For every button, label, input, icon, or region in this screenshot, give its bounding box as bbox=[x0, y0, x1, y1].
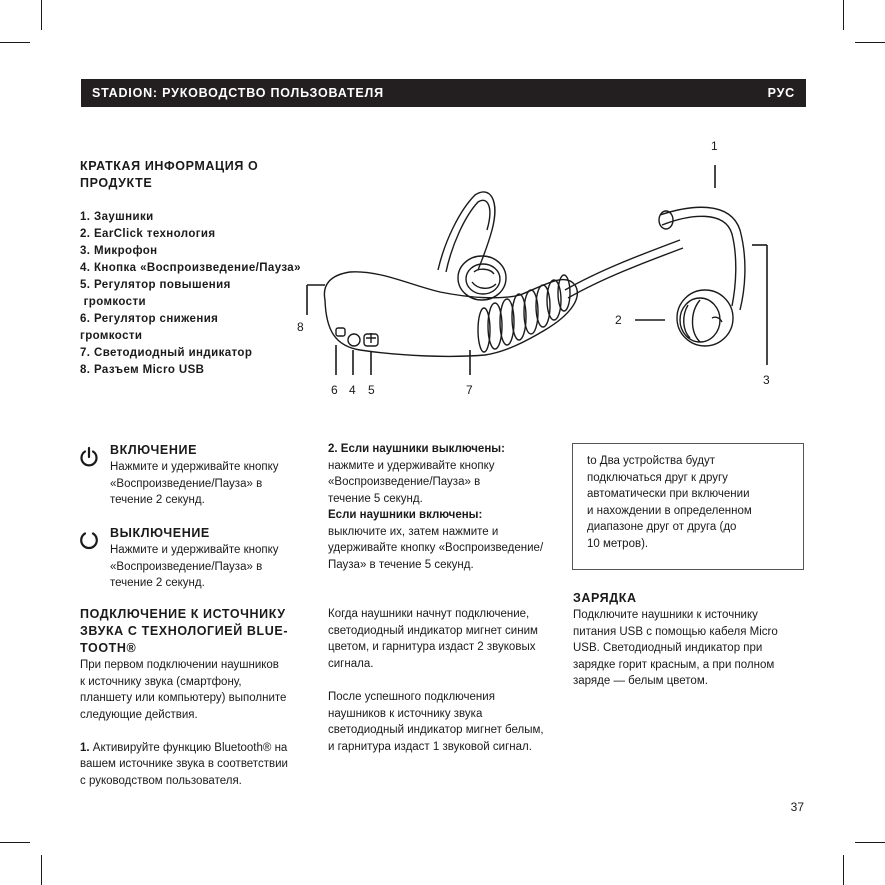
list-item: 2. EarClick технология bbox=[80, 228, 216, 240]
crop-mark bbox=[843, 0, 844, 30]
header-language: РУС bbox=[767, 86, 795, 100]
product-heading: КРАТКАЯ ИНФОРМАЦИЯ О ПРОДУКТЕ bbox=[80, 159, 259, 190]
diagram-label-3: 3 bbox=[763, 373, 770, 387]
power-on-title: ВКЛЮЧЕНИЕ bbox=[110, 443, 198, 457]
list-item: 7. Светодиодный индикатор bbox=[80, 347, 253, 359]
power-off-section: ВЫКЛЮЧЕНИЕ Нажмите и удерживайте кнопку «Воспроизведение/Пауза» в течение 2 секунд. bbox=[110, 526, 279, 589]
charging-heading: ЗАРЯДКА bbox=[573, 591, 637, 605]
diagram-label-8: 8 bbox=[297, 320, 304, 334]
step2-on-title: Если наушники включены: bbox=[328, 509, 483, 521]
power-on-section: ВКЛЮЧЕНИЕ Нажмите и удерживайте кнопку «Воспроизведение/Пауза» в течение 2 секунд. bbox=[110, 443, 279, 506]
power-off-icon bbox=[78, 529, 100, 551]
list-item: громкости bbox=[80, 296, 146, 308]
power-on-icon bbox=[78, 446, 100, 468]
header-bar bbox=[81, 79, 806, 107]
diagram-label-2: 2 bbox=[615, 313, 622, 327]
list-item: громкости bbox=[80, 330, 143, 342]
crop-mark bbox=[41, 855, 42, 885]
crop-mark bbox=[855, 842, 885, 843]
charging-section: ЗАРЯДКА Подключите наушники к источнику питания USB с помощью кабеля Micro USB. Светодиодный индикатор при зарядке горит красным, а при полном заряде — белым цветом. bbox=[573, 591, 778, 687]
diagram-label-6: 6 bbox=[331, 383, 338, 397]
note-box: to Два устройства будут подключаться друг к другу автоматически при включении и нахождении в определенном диапазоне друг от друга (до 10 метров). bbox=[572, 443, 804, 570]
list-item: 6. Регулятор снижения bbox=[80, 313, 219, 325]
page-number: 37 bbox=[790, 800, 804, 814]
list-item: 1. Заушники bbox=[80, 211, 154, 223]
list-item: 3. Микрофон bbox=[80, 245, 158, 257]
crop-mark bbox=[855, 42, 885, 43]
diagram-label-5: 5 bbox=[368, 383, 375, 397]
crop-mark bbox=[843, 855, 844, 885]
header-title: STADION: РУКОВОДСТВО ПОЛЬЗОВАТЕЛЯ bbox=[92, 86, 384, 100]
list-item: 4. Кнопка «Воспроизведение/Пауза» bbox=[80, 262, 301, 274]
headphone-diagram bbox=[290, 140, 790, 400]
pairing-heading: ПОДКЛЮЧЕНИЕ К ИСТОЧНИКУ bbox=[80, 607, 286, 621]
pairing-section: ПОДКЛЮЧЕНИЕ К ИСТОЧНИКУ ЗВУКА С ТЕХНОЛОГИЕЙ BLUE- TOOTH® При первом подключении наушников к источнику звука (смартфону, планшету или компьютеру) выполните следующие действия. 1. Активируйте функцию Bluetooth® на вашем источнике звука в соответствии с руководством пользователя. bbox=[80, 607, 289, 787]
list-item: 8. Разъем Micro USB bbox=[80, 364, 205, 376]
connect-paragraph: Когда наушники начнут подключение, светодиодный индикатор мигнет синим цветом, и гарнитура издаст 2 звуковых сигнала. bbox=[328, 608, 538, 670]
product-parts-list bbox=[80, 209, 301, 379]
connected-paragraph: После успешного подключения наушников к источнику звука светодиодный индикатор мигнет белым, и гарнитура издаст 1 звуковой сигнал. bbox=[328, 691, 544, 753]
crop-mark bbox=[0, 42, 30, 43]
power-off-title: ВЫКЛЮЧЕНИЕ bbox=[110, 526, 210, 540]
crop-mark bbox=[41, 0, 42, 30]
step2-section: 2. Если наушники выключены: нажмите и удерживайте кнопку «Воспроизведение/Пауза» в течение 5 секунд. Если наушники включены: выключите их, затем нажмите и удерживайте кнопку «Воспроизведение/ Пауза» в течение 5 секунд. bbox=[328, 443, 544, 571]
diagram-label-7: 7 bbox=[466, 383, 473, 397]
step2-off-title: 2. Если наушники выключены: bbox=[328, 443, 505, 455]
diagram-label-1: 1 bbox=[711, 139, 718, 153]
crop-mark bbox=[0, 842, 30, 843]
list-item: 5. Регулятор повышения bbox=[80, 279, 231, 291]
diagram-label-4: 4 bbox=[349, 383, 356, 397]
